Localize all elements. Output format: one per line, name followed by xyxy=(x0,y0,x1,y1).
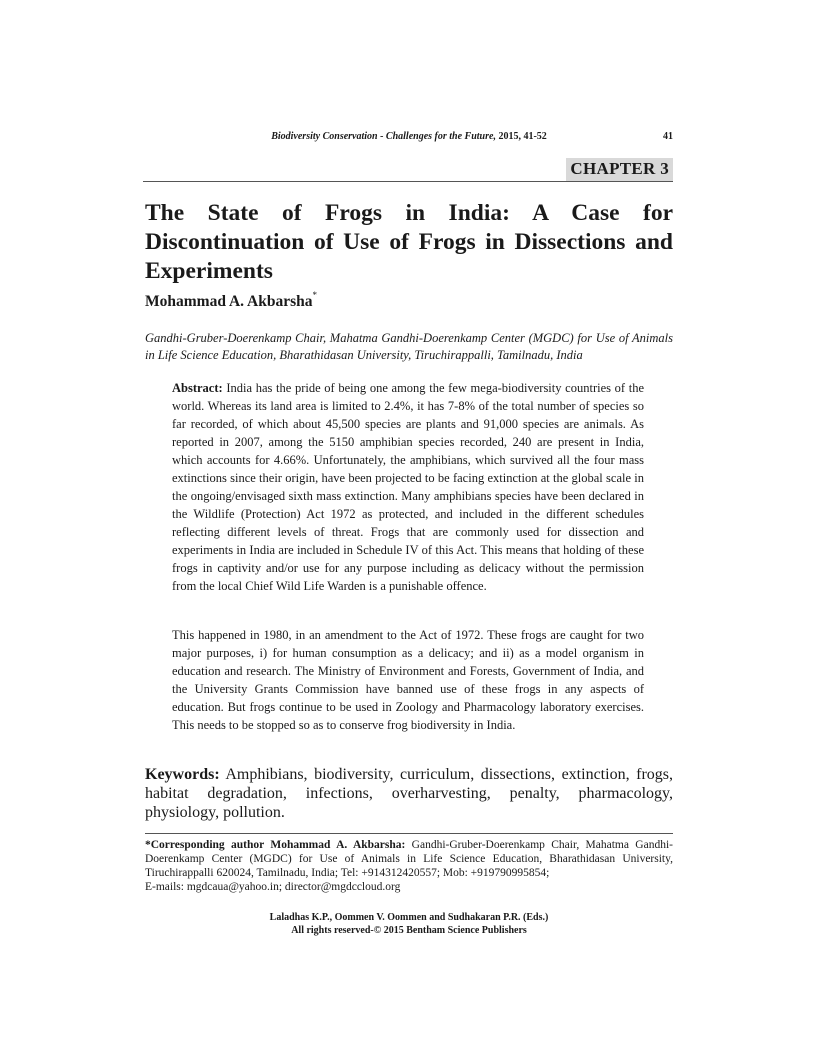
author-affiliation: Gandhi-Gruber-Doerenkamp Chair, Mahatma Gandhi-Doerenkamp Center (MGDC) for Use of Animals in Life Science Education, Bharathidasan University, Tiruchirappalli, Tamilnadu, India xyxy=(145,331,673,362)
footnote-text: Gandhi-Gruber-Doerenkamp Chair, Mahatma Gandhi-Doerenkamp Center (MGDC) for Use of Animals in Life Science Education, Bharathidasan University, Tiruchirappalli 620024, Tamilnadu, India; Tel: +914312420557; Mob: +919790995854; xyxy=(145,839,673,879)
abstract-label: Abstract: xyxy=(172,381,223,395)
keywords-text: Amphibians, biodiversity, curriculum, dissections, extinction, frogs, habitat degradation, infections, overharvesting, penalty, pharmacology, physiology, pollution. xyxy=(145,766,673,821)
article-title: The State of Frogs in India: A Case for Discontinuation of Use of Frogs in Dissections and Experiments xyxy=(145,200,673,284)
abstract-text-1: India has the pride of being one among the few mega-biodiversity countries of the world. Whereas its land area is limited to 2.4%, it has 7-8% of the total number of species so far recorded, of which about 45,500 species are plants and 91,000 species are animals. As reported in 2007, among the 5150 amphibian species recorded, 240 are present in India, which accounts for 4.66%. Unfortunately, the amphibians, which survived all the four mass extinctions since their origin, have been projected to be facing extinction at the global scale in the ongoing/envisaged sixth mass extinction. Many amphibians species have been declared in the Wildlife (Protection) Act 1972 as protected, and included in the different schedules reflecting different levels of threat. Frogs that are commonly used for dissection and experiments in India are included in Schedule IV of this Act. This means that holding of these frogs in captivity and/or use for any purpose including as delicacy without the permission from the local Chief Wild Life Warden is a punishable offence. xyxy=(172,381,644,593)
corresponding-author-footnote xyxy=(145,838,673,894)
rights-line: All rights reserved-© 2015 Bentham Science Publishers xyxy=(291,925,527,936)
keywords-label: Keywords: xyxy=(145,766,220,783)
publisher-info xyxy=(145,911,673,937)
corresponding-author-mark: * xyxy=(312,290,318,300)
chapter-divider xyxy=(143,181,673,182)
footnote-emails: E-mails: mgdcaua@yahoo.in; director@mgdccloud.org xyxy=(145,881,401,893)
footnote-divider xyxy=(145,833,673,834)
keywords xyxy=(145,765,673,822)
journal-title: Biodiversity Conservation - Challenges for the Future, xyxy=(271,131,496,142)
author-line xyxy=(145,292,317,311)
abstract-paragraph-2: This happened in 1980, in an amendment to the Act of 1972. These frogs are caught for two major purposes, i) for human consumption as a delicacy; and ii) as a model organism in education and research. The Ministry of Environment and Forests, Government of India, and the University Grants Commission have banned use of these frogs in any aspects of education. But frogs continue to be used in Zoology and Pharmacology laboratory exercises. This needs to be stopped so as to conserve frog biodiversity in India. xyxy=(172,628,644,732)
editors-line: Laladhas K.P., Oommen V. Oommen and Sudhakaran P.R. (Eds.) xyxy=(269,912,549,923)
journal-meta: 2015, 41-52 xyxy=(495,131,547,142)
footnote-label: *Corresponding author Mohammad A. Akbarsha: xyxy=(145,839,406,851)
abstract-paragraph-1 xyxy=(172,379,644,595)
journal-citation xyxy=(145,131,673,142)
author-name: Mohammad A. Akbarsha xyxy=(145,293,313,311)
page-number: 41 xyxy=(663,131,673,142)
chapter-label: CHAPTER 3 xyxy=(566,158,673,181)
